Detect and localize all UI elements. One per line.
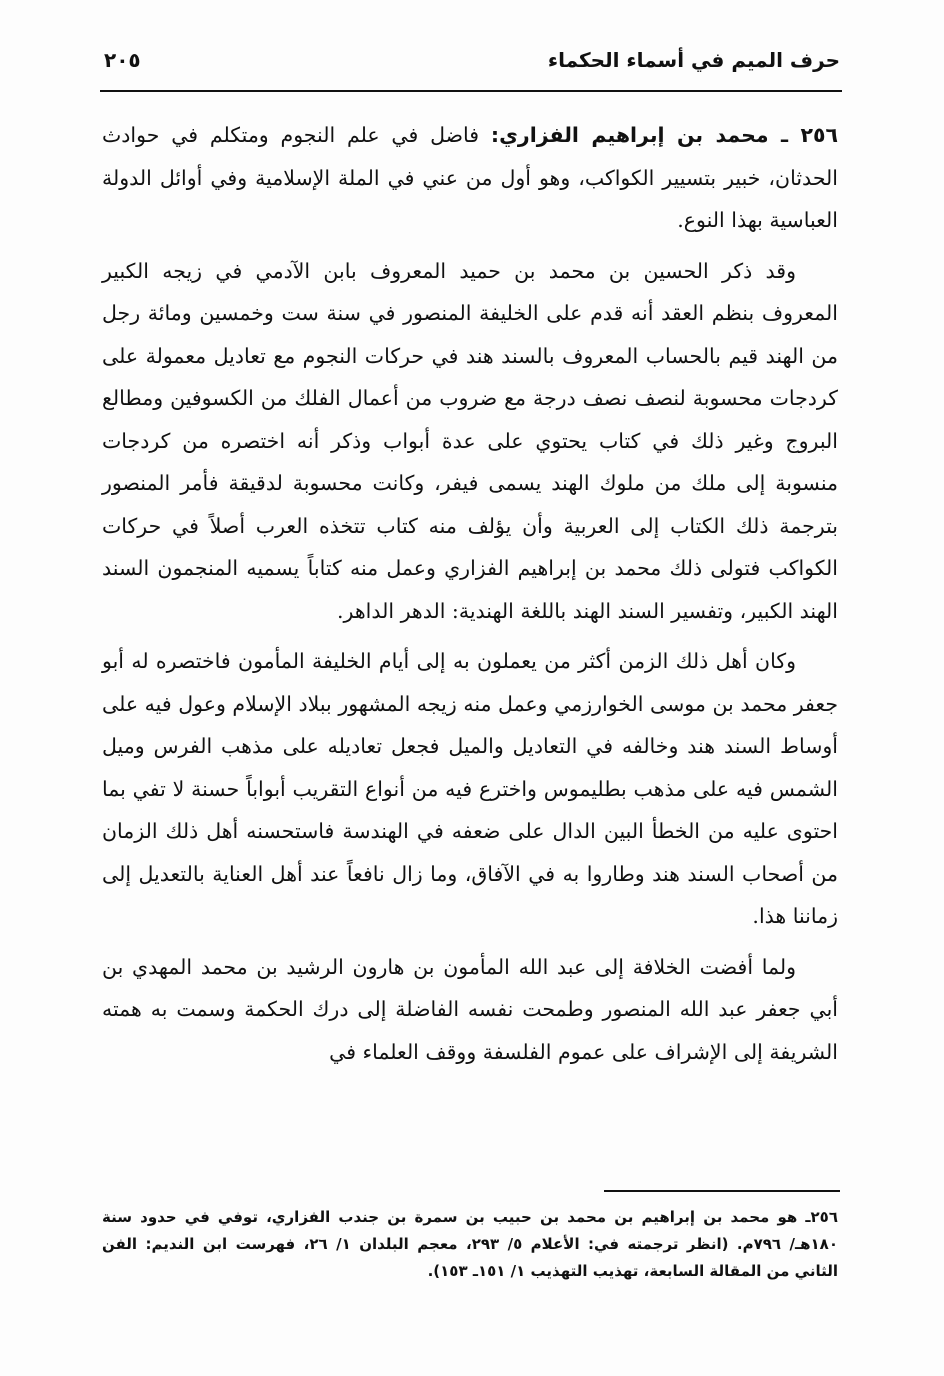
entry-heading: ٢٥٦ ـ محمد بن إبراهيم الفزاري: [490,123,838,147]
entry-intro: فاضل في علم النجوم ومتكلم في حوادث الحدثان، خبير بتسيير الكواكب، وهو أول من عني في الملة الإسلامية وفي أوائل الدولة العباسية بهذا النوع. [102,123,838,232]
paragraph-2: وكان أهل ذلك الزمن أكثر من يعملون به إلى أيام الخليفة المأمون فاختصره له أبو جعفر محمد بن موسى الخوارزمي وعمل منه زيجه المشهور ببلاد الإسلام وعول فيه على أوساط السند هند وخالفه في التعاديل والميل فجعل تعاديله على مذهب الفرس وميل الشمس فيه على مذهب بطليموس واخترع فيه من أنواع التقريب أبواباً حسنة لا تفي بما احتوى عليه من الخطأ البين الدال على ضعفه في الهندسة فاستحسنه أهل ذلك الزمان من أصحاب السند هند وطاروا به في الآفاق، وما زال نافعاً عند أهل العناية بالتعديل إلى زماننا هذا. [102,649,838,928]
header-divider [100,90,842,92]
page-number: ٢٠٥ [104,48,141,72]
footnote-divider [604,1190,840,1192]
paragraph-1: وقد ذكر الحسين بن محمد بن حميد المعروف بابن الآدمي في زيجه الكبير المعروف بنظم العقد أنه قدم على الخليفة المنصور في سنة ست وخمسين ومائة رجل من الهند قيم بالحساب المعروف بالسند هند في حركات النجوم مع تعاديل معمولة على كردجات محسوبة لنصف نصف درجة مع ضروب من أعمال الفلك من الكسوفين ومطالع البروج وغير ذلك في كتاب يحتوي على عدة أبواب وذكر أنه اختصره من كردجات منسوبة إلى ملك من ملوك الهند يسمى فيفر، وكانت محسوبة لدقيقة فأمر المنصور بترجمة ذلك الكتاب إلى العربية وأن يؤلف منه كتاب تتخذه العرب أصلاً في حركات الكواكب فتولى ذلك محمد بن إبراهيم الفزاري وعمل منه كتاباً يسميه المنجمون السند الهند الكبير، وتفسير السند الهند باللغة الهندية: الدهر الداهر. [102,258,838,623]
running-header [100,44,840,88]
paragraph-3: ولما أفضت الخلافة إلى عبد الله المأمون بن هارون الرشيد بن محمد المهدي بن أبي جعفر عبد الله المنصور وطمحت نفسه الفاضلة إلى درك الحكمة وسمت به همته الشريفة إلى الإشراف على عموم الفلسفة ووقف العلماء في [102,954,838,1064]
header-title: حرف الميم في أسماء الحكماء [547,48,840,72]
entry-paragraph [102,114,838,242]
footnote: ٢٥٦ـ هو محمد بن إبراهيم بن محمد بن حبيب بن سمرة بن جندب الفزاري، توفي في حدود سنة ١٨٠هـ/ ٧٩٦م. (انظر ترجمته في: الأعلام ٥/ ٢٩٣، معجم البلدان ١/ ٢٦، فهرست ابن النديم: الفن الثاني من المقالة السابعة، تهذيب التهذيب ١/ ١٥١ـ ١٥٣). [102,1208,838,1280]
main-text [102,114,838,1081]
